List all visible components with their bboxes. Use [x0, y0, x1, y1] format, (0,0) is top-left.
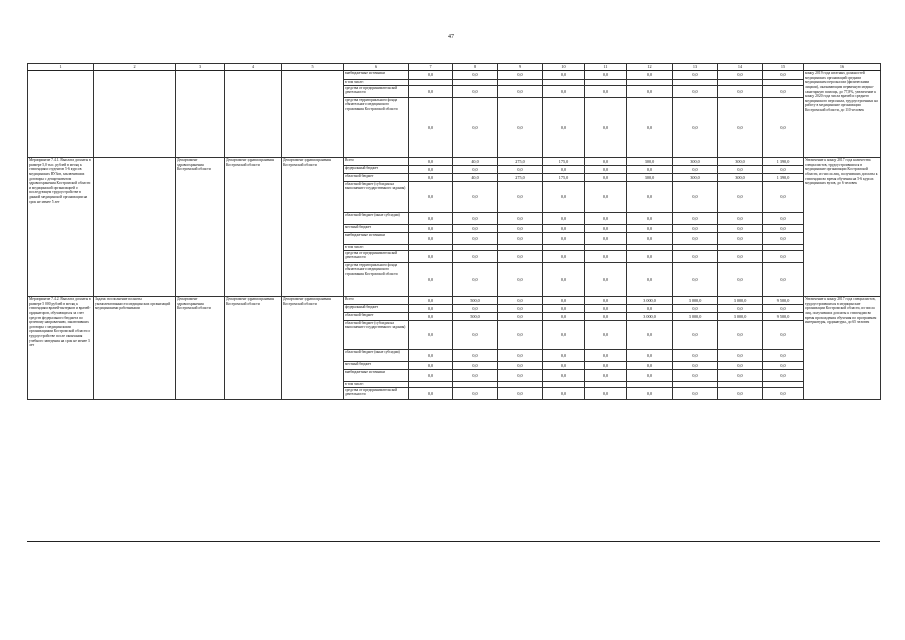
column-header: 15: [763, 64, 804, 71]
bottom-rule: [27, 541, 880, 542]
value-cell: 0,0: [585, 251, 627, 263]
value-cell: 0,0: [498, 225, 543, 233]
funding-source-label: местный бюджет: [344, 225, 409, 233]
value-cell: 0,0: [498, 86, 543, 98]
customer-cell: Департамент здравоохранения Костромской области: [282, 297, 344, 400]
funding-source-label: областной бюджет (иные субсидии): [344, 213, 409, 225]
value-cell: 0,0: [409, 182, 453, 213]
value-cell: 0,0: [453, 263, 498, 297]
value-cell: 0,0: [585, 98, 627, 158]
value-cell: 0,0: [498, 313, 543, 321]
value-cell: 0,0: [627, 182, 673, 213]
value-cell: 0,0: [409, 174, 453, 182]
value-cell: 0,0: [673, 321, 718, 350]
task-cell: [94, 158, 176, 297]
measure-name-cell: Мероприятие 7.4.1. Выплата доплаты в размере 5,0 тыс. рублей в месяц к стипендиям студентов 5-6 курсов медицинских ВУЗов, заключивших договоры с департаментом здравоохранения Костромской области и медицинской организацией о последующем трудоустройстве в данной медицинской организации на срок не менее 5 лет: [28, 158, 94, 297]
value-cell: 0,0: [627, 166, 673, 174]
value-cell: 0,0: [543, 263, 585, 297]
value-cell: 0,0: [627, 305, 673, 313]
value-cell: 0,0: [453, 233, 498, 245]
value-cell: 0,0: [718, 251, 763, 263]
value-cell: 0,0: [718, 305, 763, 313]
value-cell: 300,0: [718, 174, 763, 182]
funding-source-label: средства от предпринимательской деятельности: [344, 251, 409, 263]
value-cell: 0,0: [718, 182, 763, 213]
column-header: 11: [585, 64, 627, 71]
column-header: 3: [176, 64, 225, 71]
value-cell: 275,0: [498, 174, 543, 182]
value-cell: 0,0: [409, 263, 453, 297]
value-cell: 0,0: [498, 321, 543, 350]
customer-cell: [282, 71, 344, 158]
value-cell: 0,0: [673, 370, 718, 382]
value-cell: 0,0: [409, 388, 453, 400]
value-cell: 0,0: [543, 166, 585, 174]
value-cell: 300,0: [627, 174, 673, 182]
funding-source-label: федеральный бюджет: [344, 305, 409, 313]
value-cell: 0,0: [763, 388, 804, 400]
value-cell: 0,0: [763, 263, 804, 297]
value-cell: 0,0: [763, 362, 804, 370]
funding-source-label: областной бюджет: [344, 313, 409, 321]
value-cell: 0,0: [409, 98, 453, 158]
value-cell: 0,0: [627, 263, 673, 297]
value-cell: 0,0: [498, 362, 543, 370]
value-cell: 1 390,0: [763, 158, 804, 166]
value-cell: 0,0: [585, 71, 627, 80]
value-cell: 300,0: [718, 158, 763, 166]
value-cell: 0,0: [718, 98, 763, 158]
column-header: 4: [225, 64, 282, 71]
column-header: 16: [804, 64, 881, 71]
funding-source-label: средства от предпринимательской деятельности: [344, 388, 409, 400]
value-cell: 0,0: [409, 225, 453, 233]
value-cell: 0,0: [498, 350, 543, 362]
value-cell: 0,0: [585, 225, 627, 233]
value-cell: 0,0: [543, 305, 585, 313]
value-cell: 0,0: [543, 321, 585, 350]
value-cell: 0,0: [627, 362, 673, 370]
value-cell: 0,0: [585, 297, 627, 305]
value-cell: 0,0: [718, 388, 763, 400]
value-cell: 40,0: [453, 158, 498, 166]
funding-source-label: внебюджетные источники: [344, 370, 409, 382]
value-cell: 0,0: [453, 305, 498, 313]
value-cell: 500,0: [453, 313, 498, 321]
value-cell: 0,0: [453, 71, 498, 80]
value-cell: 0,0: [543, 388, 585, 400]
column-header: 13: [673, 64, 718, 71]
value-cell: 300,0: [673, 174, 718, 182]
coexecutor-cell: [225, 71, 282, 158]
value-cell: 0,0: [673, 362, 718, 370]
value-cell: 0,0: [673, 251, 718, 263]
value-cell: 0,0: [543, 362, 585, 370]
value-cell: 0,0: [718, 233, 763, 245]
value-cell: 0,0: [627, 251, 673, 263]
value-cell: 0,0: [585, 362, 627, 370]
value-cell: 0,0: [453, 225, 498, 233]
value-cell: 0,0: [585, 388, 627, 400]
value-cell: 0,0: [673, 166, 718, 174]
value-cell: 0,0: [763, 370, 804, 382]
value-cell: 0,0: [763, 166, 804, 174]
table-row: [28, 297, 881, 305]
value-cell: 0,0: [498, 263, 543, 297]
executor-cell: Департамент здравоохранения Костромской области: [176, 297, 225, 400]
value-cell: 0,0: [718, 350, 763, 362]
value-cell: 0,0: [453, 182, 498, 213]
value-cell: 175,0: [543, 158, 585, 166]
value-cell: 0,0: [409, 251, 453, 263]
value-cell: 0,0: [673, 225, 718, 233]
value-cell: 0,0: [409, 297, 453, 305]
value-cell: 0,0: [498, 388, 543, 400]
task-cell: Задача: восполнение полноты укомплектованности медицинских организаций медицинскими работниками: [94, 297, 176, 400]
value-cell: 0,0: [543, 71, 585, 80]
value-cell: 0,0: [543, 297, 585, 305]
value-cell: 0,0: [673, 213, 718, 225]
value-cell: 0,0: [627, 388, 673, 400]
value-cell: 9 500,0: [763, 297, 804, 305]
value-cell: 0,0: [763, 71, 804, 80]
value-cell: 300,0: [673, 158, 718, 166]
value-cell: 0,0: [673, 350, 718, 362]
value-cell: 0,0: [585, 166, 627, 174]
value-cell: 0,0: [409, 86, 453, 98]
value-cell: 3 000,0: [718, 297, 763, 305]
value-cell: 0,0: [627, 370, 673, 382]
column-header: 10: [543, 64, 585, 71]
value-cell: 0,0: [585, 233, 627, 245]
column-header: 6: [344, 64, 409, 71]
value-cell: 0,0: [409, 233, 453, 245]
value-cell: 0,0: [585, 370, 627, 382]
value-cell: 0,0: [627, 71, 673, 80]
value-cell: 0,0: [673, 71, 718, 80]
value-cell: 0,0: [409, 362, 453, 370]
value-cell: 0,0: [763, 350, 804, 362]
value-cell: 0,0: [409, 158, 453, 166]
value-cell: 0,0: [718, 362, 763, 370]
value-cell: 0,0: [543, 182, 585, 213]
executor-cell: [176, 71, 225, 158]
value-cell: 0,0: [453, 166, 498, 174]
value-cell: 0,0: [763, 225, 804, 233]
column-header: 7: [409, 64, 453, 71]
funding-source-label: в том числе:: [344, 245, 409, 251]
measure-name-cell: Мероприятие 7.4.2. Выплата доплаты в размере 5 000 рублей в месяц к стипендиям врачей-интернов и врачей-ординаторов, обучающихся за счет средств федерального бюджета по целевому направлению, заключивших договоры с медицинскими организациями Костромской области о трудоустройстве после окончания учебного заведения на срок не менее 3 лет: [28, 297, 94, 400]
value-cell: 0,0: [498, 71, 543, 80]
value-cell: 0,0: [763, 182, 804, 213]
value-cell: 9 500,0: [763, 313, 804, 321]
customer-cell: Департамент здравоохранения Костромской области: [282, 158, 344, 297]
value-cell: 0,0: [409, 213, 453, 225]
value-cell: 0,0: [543, 86, 585, 98]
funding-source-label: средства территориального фонда обязательного медицинского страхования Костромской области: [344, 98, 409, 158]
coexecutor-cell: Департамент здравоохранения Костромской области: [225, 158, 282, 297]
value-cell: 0,0: [543, 251, 585, 263]
value-cell: 3 000,0: [673, 297, 718, 305]
value-cell: 3 000,0: [627, 313, 673, 321]
value-cell: 0,0: [718, 71, 763, 80]
funding-source-label: Всего: [344, 158, 409, 166]
column-header: 9: [498, 64, 543, 71]
funding-source-label: областной бюджет: [344, 174, 409, 182]
value-cell: 0,0: [763, 251, 804, 263]
value-cell: 0,0: [627, 213, 673, 225]
value-cell: 0,0: [763, 233, 804, 245]
column-header: 5: [282, 64, 344, 71]
value-cell: 0,0: [673, 233, 718, 245]
budget-table: [27, 63, 881, 400]
value-cell: 0,0: [763, 213, 804, 225]
value-cell: 0,0: [585, 313, 627, 321]
funding-source-label: в том числе:: [344, 80, 409, 86]
value-cell: 3 000,0: [673, 313, 718, 321]
value-cell: 0,0: [409, 166, 453, 174]
value-cell: 0,0: [763, 86, 804, 98]
value-cell: 0,0: [585, 158, 627, 166]
value-cell: 0,0: [585, 182, 627, 213]
value-cell: 0,0: [453, 370, 498, 382]
value-cell: 0,0: [585, 263, 627, 297]
funding-source-label: местный бюджет: [344, 362, 409, 370]
value-cell: 0,0: [453, 388, 498, 400]
value-cell: 0,0: [543, 350, 585, 362]
value-cell: 40,0: [453, 174, 498, 182]
value-cell: 0,0: [409, 350, 453, 362]
expected-result-cell: Увеличение к концу 2017 года количества специалистов, трудоустроившихся в медицинские организации Костромской области, из числа лиц, получивших доплаты к стипендии во время обучения на 5-6 курсах медицинских вузов, до 6 человек: [804, 158, 881, 297]
value-cell: 3 000,0: [627, 297, 673, 305]
value-cell: 0,0: [498, 98, 543, 158]
column-header: 2: [94, 64, 176, 71]
value-cell: 0,0: [627, 321, 673, 350]
value-cell: 0,0: [498, 370, 543, 382]
value-cell: 0,0: [718, 86, 763, 98]
value-cell: 0,0: [498, 233, 543, 245]
value-cell: 0,0: [498, 213, 543, 225]
value-cell: 0,0: [718, 321, 763, 350]
value-cell: 0,0: [718, 225, 763, 233]
value-cell: 0,0: [763, 321, 804, 350]
value-cell: 0,0: [763, 98, 804, 158]
value-cell: 0,0: [453, 98, 498, 158]
value-cell: 300,0: [627, 158, 673, 166]
value-cell: 0,0: [453, 321, 498, 350]
value-cell: 500,0: [453, 297, 498, 305]
value-cell: 0,0: [543, 98, 585, 158]
value-cell: 0,0: [409, 313, 453, 321]
value-cell: 0,0: [673, 388, 718, 400]
funding-source-label: внебюджетные источники: [344, 71, 409, 80]
value-cell: 0,0: [627, 98, 673, 158]
value-cell: 0,0: [585, 321, 627, 350]
value-cell: 0,0: [453, 86, 498, 98]
expected-result-cell: концу 2019 года штатных должностей медицинских организаций средним медицинским персоналом (физическими лицами), оказывающим первичную медико-санитарную помощь, до 77,8%, увеличение к концу 2020 года числа врачей и среднего медицинского персонала, трудоустроенных на работу в медицинские организации Костромской области, до 110 человек: [804, 71, 881, 158]
column-header: 14: [718, 64, 763, 71]
value-cell: 0,0: [498, 297, 543, 305]
task-cell: [94, 71, 176, 158]
funding-source-label: средства от предпринимательской деятельности: [344, 86, 409, 98]
funding-source-label: областной бюджет (иные субсидии): [344, 350, 409, 362]
value-cell: 0,0: [453, 213, 498, 225]
value-cell: 0,0: [763, 305, 804, 313]
funding-source-label: внебюджетные источники: [344, 233, 409, 245]
value-cell: 0,0: [718, 370, 763, 382]
value-cell: 0,0: [409, 321, 453, 350]
value-cell: 1 390,0: [763, 174, 804, 182]
page-number: 47: [448, 34, 454, 40]
expected-result-cell: Увеличение к концу 2017 года специалистов, трудоустроившихся в медицинские организации Костромской области, из числа лиц, получивших доплаты к стипендии во время прохождения обучения по программам интернатуры, ординатуры, до 65 человек: [804, 297, 881, 400]
value-cell: 0,0: [585, 174, 627, 182]
value-cell: 0,0: [585, 213, 627, 225]
coexecutor-cell: Департамент здравоохранения Костромской области: [225, 297, 282, 400]
value-cell: 0,0: [498, 166, 543, 174]
value-cell: 0,0: [673, 263, 718, 297]
value-cell: 0,0: [627, 233, 673, 245]
value-cell: 0,0: [453, 362, 498, 370]
value-cell: 0,0: [673, 98, 718, 158]
value-cell: 275,0: [498, 158, 543, 166]
funding-source-label: областной бюджет (субсидия на выполнение государственного задания): [344, 182, 409, 213]
funding-source-label: в том числе:: [344, 382, 409, 388]
column-header: 1: [28, 64, 94, 71]
funding-source-label: федеральный бюджет: [344, 166, 409, 174]
value-cell: 0,0: [543, 370, 585, 382]
value-cell: 0,0: [673, 305, 718, 313]
value-cell: 0,0: [409, 71, 453, 80]
funding-source-label: Всего: [344, 297, 409, 305]
table-row: [28, 158, 881, 166]
value-cell: 0,0: [498, 305, 543, 313]
value-cell: 0,0: [409, 370, 453, 382]
value-cell: 0,0: [543, 225, 585, 233]
value-cell: 0,0: [543, 213, 585, 225]
value-cell: 3 000,0: [718, 313, 763, 321]
column-header: 8: [453, 64, 498, 71]
value-cell: 0,0: [543, 313, 585, 321]
funding-source-label: областной бюджет (субсидия на выполнение государственного задания): [344, 321, 409, 350]
value-cell: 0,0: [409, 305, 453, 313]
value-cell: 0,0: [718, 263, 763, 297]
column-header: 12: [627, 64, 673, 71]
value-cell: 0,0: [718, 213, 763, 225]
executor-cell: Департамент здравоохранения Костромской области: [176, 158, 225, 297]
value-cell: 0,0: [673, 182, 718, 213]
value-cell: 0,0: [627, 225, 673, 233]
value-cell: 0,0: [453, 251, 498, 263]
funding-source-label: средства территориального фонда обязательного медицинского страхования Костромской области: [344, 263, 409, 297]
table-row: [28, 71, 881, 80]
measure-name-cell: [28, 71, 94, 158]
value-cell: 0,0: [585, 86, 627, 98]
value-cell: 0,0: [585, 305, 627, 313]
value-cell: 0,0: [718, 166, 763, 174]
value-cell: 175,0: [543, 174, 585, 182]
value-cell: 0,0: [627, 86, 673, 98]
header-row: [28, 64, 881, 71]
value-cell: 0,0: [453, 350, 498, 362]
value-cell: 0,0: [498, 182, 543, 213]
value-cell: 0,0: [498, 251, 543, 263]
value-cell: 0,0: [627, 350, 673, 362]
value-cell: 0,0: [673, 86, 718, 98]
value-cell: 0,0: [543, 233, 585, 245]
value-cell: 0,0: [585, 350, 627, 362]
